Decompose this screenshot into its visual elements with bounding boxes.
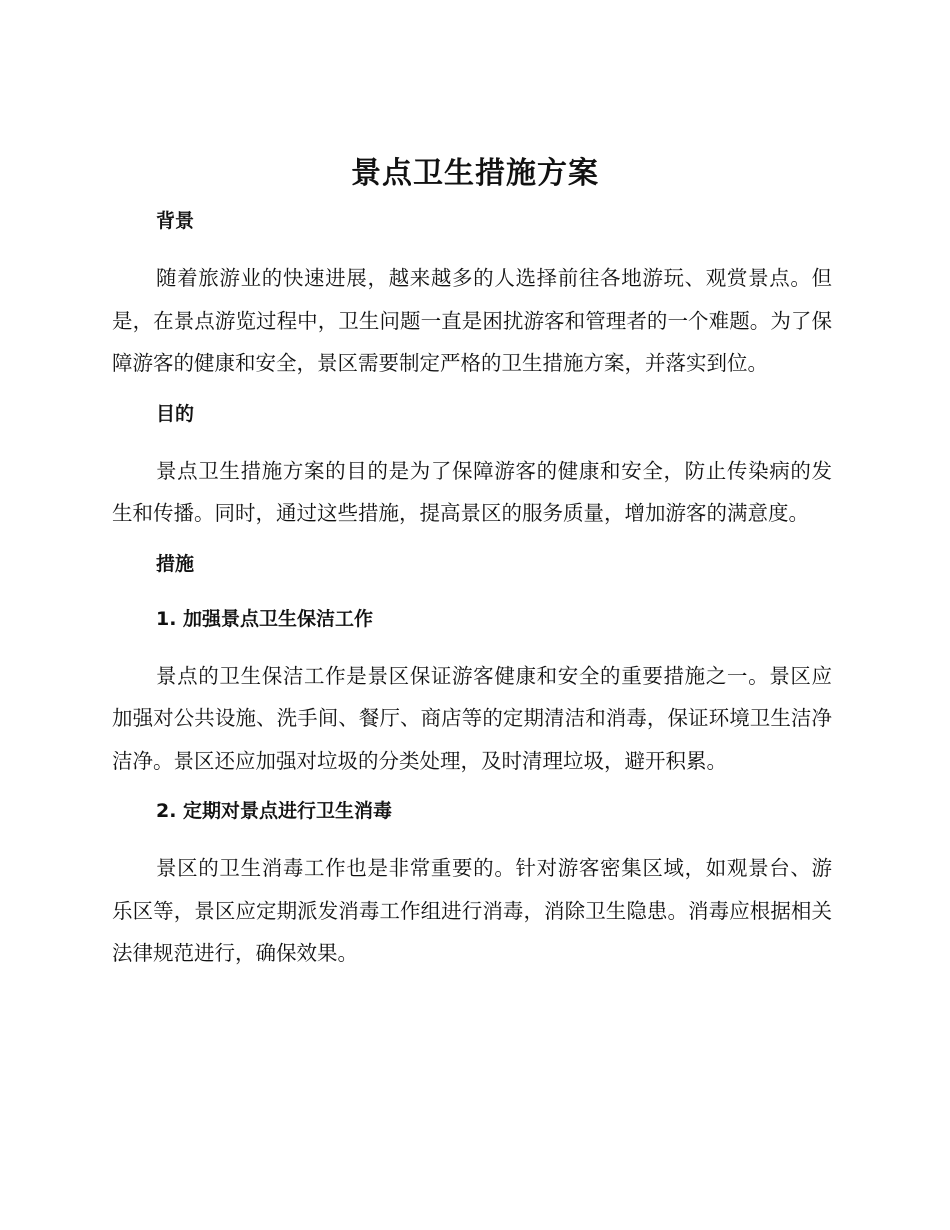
section-heading-measures: 措施 [156,552,195,575]
section-paragraph-background: 随着旅游业的快速进展，越来越多的人选择前往各地游玩、观赏景点。但是，在景点游览过程中，卫生问题一直是困扰游客和管理者的一个难题。为了保障游客的健康和安全，景区需要制定严格的卫生措施方案，并落实到位。 [112,266,832,375]
document-title: 景点卫生措施方案 [351,156,599,191]
subsection-paragraph-disinfection: 景区的卫生消毒工作也是非常重要的。针对游客密集区域，如观景台、游乐区等，景区应定期派发消毒工作组进行消毒，消除卫生隐患。消毒应根据相关法律规范进行，确保效果。 [112,856,832,965]
section-heading-purpose: 目的 [156,402,195,425]
section-heading-background: 背景 [156,210,195,232]
subsection-heading-disinfection: 2. 定期对景点进行卫生消毒 [156,800,393,822]
document-body [112,202,832,975]
subsection-paragraph-cleaning: 景点的卫生保洁工作是景区保证游客健康和安全的重要措施之一。景区应加强对公共设施、洗手间、餐厅、商店等的定期清洁和消毒，保证环境卫生洁净洁净。景区还应加强对垃圾的分类处理，及时清理垃圾，避开积累。 [112,663,832,773]
section-paragraph-purpose: 景点卫生措施方案的目的是为了保障游客的健康和安全，防止传染病的发生和传播。同时，通过这些措施，提高景区的服务质量，增加游客的满意度。 [112,458,832,525]
subsection-heading-cleaning: 1. 加强景点卫生保洁工作 [156,607,374,630]
